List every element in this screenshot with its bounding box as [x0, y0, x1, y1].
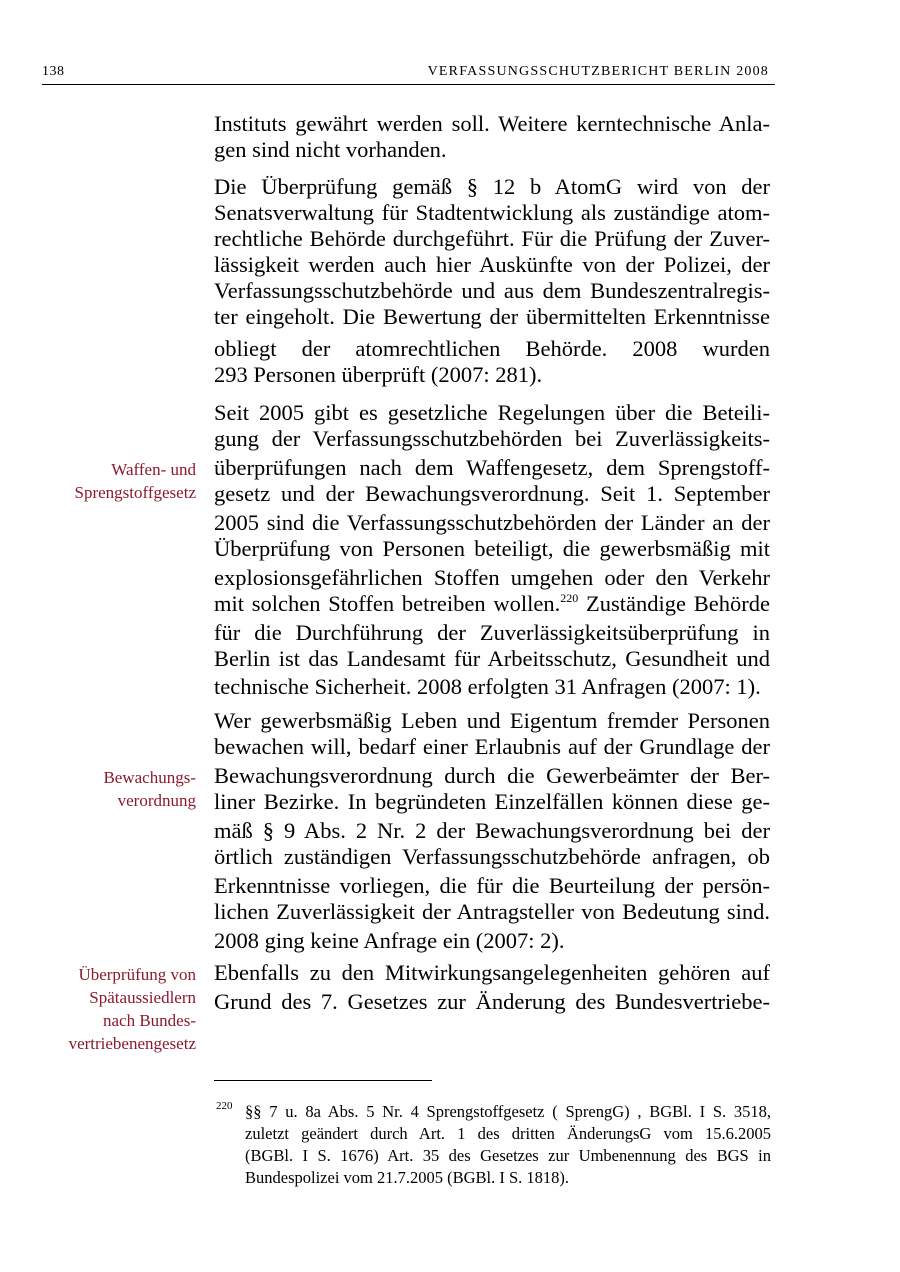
footnote-line: zuletzt geändert durch Art. 1 des dritten ÄnderungsG vom 15.6.2005 — [245, 1124, 771, 1143]
page-header — [42, 62, 775, 85]
text-line: gung der Verfassungsschutzbehörden bei Zuverlässigkeits- — [214, 426, 770, 451]
margin-note-line: Spätaussiedlern — [89, 988, 196, 1007]
text-line: Bewachungsverordnung durch die Gewerbeämter der Ber- — [214, 763, 770, 788]
margin-note-line: Sprengstoffgesetz — [74, 483, 196, 502]
margin-note-line: Waffen- und — [111, 460, 196, 479]
footnote-reference[interactable]: 220 — [560, 591, 579, 605]
margin-note-line: vertriebenengesetz — [68, 1034, 196, 1053]
text-line — [214, 591, 770, 617]
text-line: 2008 ging keine Anfrage ein (2007: 2). — [214, 928, 565, 953]
text-line: obliegt der atomrechtlichen Behörde. 2008 wurden — [214, 336, 770, 361]
text-line: Wer gewerbsmäßig Leben und Eigentum fremder Personen — [214, 708, 770, 733]
margin-note-line: Überprüfung von — [78, 965, 196, 984]
page-number: 138 — [42, 64, 65, 79]
text-line: ter eingeholt. Die Bewertung der übermittelten Erkenntnisse — [214, 304, 770, 329]
text-line: Seit 2005 gibt es gesetzliche Regelungen über die Beteili- — [214, 400, 770, 425]
margin-note-line: nach Bundes- — [102, 1011, 196, 1030]
margin-note-bewachung — [30, 766, 196, 812]
footnote-divider — [214, 1080, 432, 1081]
text-line: mäß § 9 Abs. 2 Nr. 2 der Bewachungsverordnung bei der — [214, 818, 770, 843]
footnote-line: §§ 7 u. 8a Abs. 5 Nr. 4 Sprengstoffgesetz ( SprengG) , BGBl. I S. 3518, — [245, 1102, 771, 1121]
text-line: Überprüfung von Personen beteiligt, die gewerbsmäßig mit — [214, 536, 770, 561]
text-line: 293 Personen überprüft (2007: 281). — [214, 362, 543, 387]
text-line: 2005 sind die Verfassungsschutzbehörden der Länder an der — [214, 510, 770, 535]
margin-note-waffen — [30, 458, 196, 504]
text-line: örtlich zuständigen Verfassungsschutzbehörde anfragen, ob — [214, 844, 770, 869]
text-line: Erkenntnisse vorliegen, die für die Beurteilung der persön- — [214, 873, 770, 898]
text-line: Berlin ist das Landesamt für Arbeitsschutz, Gesundheit und — [214, 646, 770, 671]
text-line: Senatsverwaltung für Stadtentwicklung als zuständige atom- — [214, 200, 770, 225]
text-line: gen sind nicht vorhanden. — [214, 137, 447, 162]
text-line: gesetz und der Bewachungsverordnung. Seit 1. September — [214, 481, 770, 506]
text-line: für die Durchführung der Zuverlässigkeitsüberprüfung in — [214, 620, 770, 645]
text-line: Die Überprüfung gemäß § 12 b AtomG wird von der — [214, 174, 770, 199]
text-line: rechtliche Behörde durchgeführt. Für die Prüfung der Zuver- — [214, 226, 770, 251]
margin-note-line: verordnung — [117, 791, 196, 810]
text-line: technische Sicherheit. 2008 erfolgten 31 Anfragen (2007: 1). — [214, 674, 761, 699]
text-line: liner Bezirke. In begründeten Einzelfällen können diese ge- — [214, 789, 770, 814]
text-line: Ebenfalls zu den Mitwirkungsangelegenheiten gehören auf — [214, 960, 770, 985]
footnote-line: Bundespolizei vom 21.7.2005 (BGBl. I S. 1818). — [245, 1168, 570, 1187]
text-line: bewachen will, bedarf einer Erlaubnis auf der Grundlage der — [214, 734, 770, 759]
text-line: Grund des 7. Gesetzes zur Änderung des Bundesvertriebe- — [214, 989, 770, 1014]
text-line: lichen Zuverlässigkeit der Antragsteller von Bedeutung sind. — [214, 899, 770, 924]
margin-note-spaetaussiedler — [30, 963, 196, 1055]
text-line: überprüfungen nach dem Waffengesetz, dem Sprengstoff- — [214, 455, 770, 480]
text-span: mit solchen Stoffen betreiben wollen. — [214, 591, 561, 616]
text-span: Zuständige Behörde — [578, 591, 771, 616]
text-line: lässigkeit werden auch hier Auskünfte von der Polizei, der — [214, 252, 770, 277]
text-line: explosionsgefährlichen Stoffen umgehen oder den Verkehr — [214, 565, 770, 590]
text-line: Instituts gewährt werden soll. Weitere kerntechnische Anla- — [214, 111, 770, 136]
margin-note-line: Bewachungs- — [103, 768, 196, 787]
text-line: Verfassungsschutzbehörde und aus dem Bundeszentralregis- — [214, 278, 770, 303]
footnote-number: 220 — [216, 1100, 233, 1112]
footnote-line: (BGBl. I S. 1676) Art. 35 des Gesetzes zur Umbenennung des BGS in — [245, 1146, 771, 1165]
running-head: VERFASSUNGSSCHUTZBERICHT BERLIN 2008 — [427, 64, 769, 79]
